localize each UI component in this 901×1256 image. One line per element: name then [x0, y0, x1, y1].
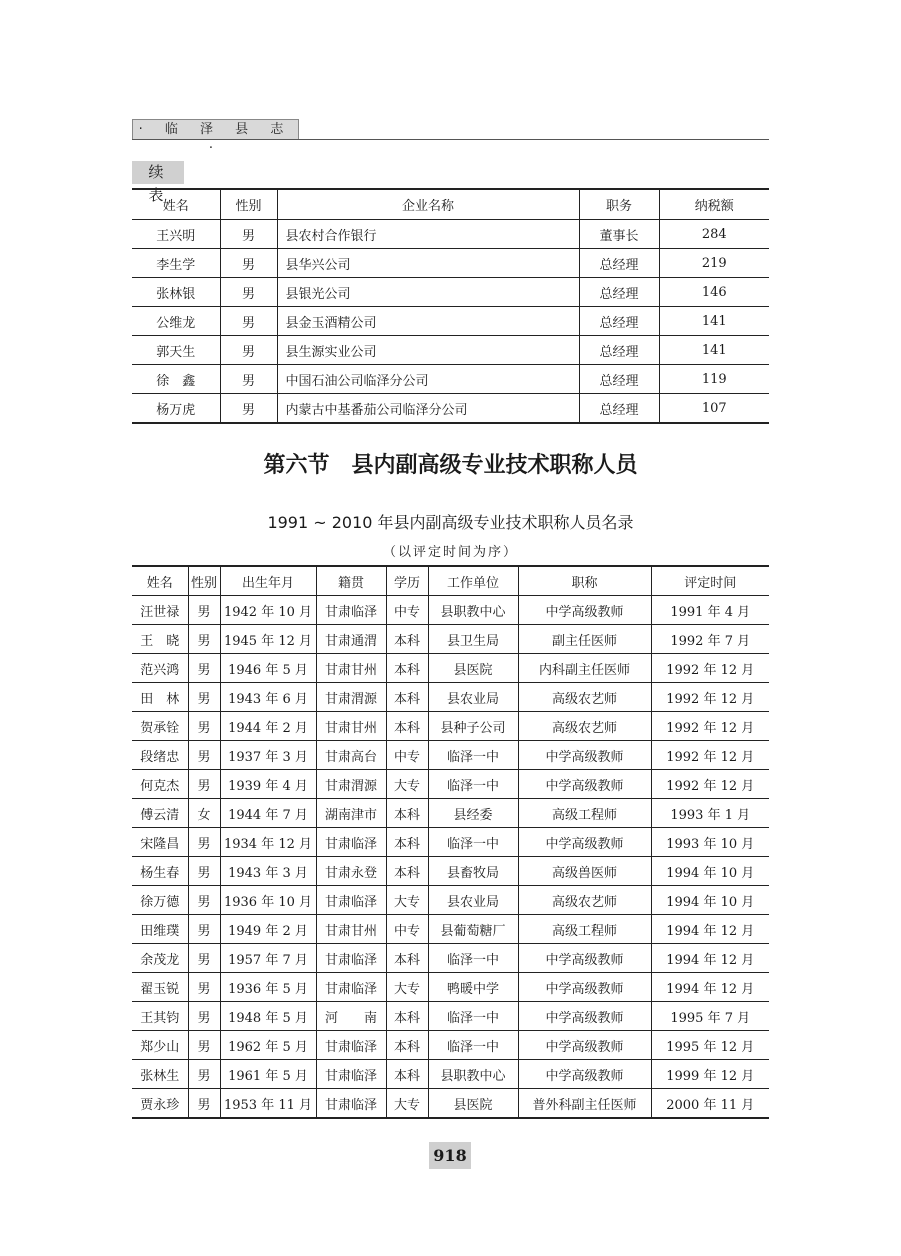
- page-number: 918: [429, 1142, 471, 1169]
- table-cell: 县医院: [428, 654, 518, 683]
- table-note: （以评定时间为序）: [382, 545, 518, 560]
- table-cell: 1999 年 12 月: [651, 1060, 769, 1089]
- table-cell: 1962 年 5 月: [220, 1031, 316, 1060]
- table-cell: 中专: [386, 741, 428, 770]
- table-cell: 本科: [386, 799, 428, 828]
- table-cell: 甘肃高台: [316, 741, 386, 770]
- table-row: [132, 973, 769, 1002]
- table-cell: 县农业局: [428, 886, 518, 915]
- table-cell: 1995 年 12 月: [651, 1031, 769, 1060]
- table-cell: 总经理: [579, 278, 659, 307]
- table-cell: 141: [659, 336, 769, 365]
- table-cell: 县金玉酒精公司: [277, 307, 579, 336]
- table-row: [132, 712, 769, 741]
- table-row: [132, 683, 769, 712]
- table-cell: 男: [188, 654, 220, 683]
- table-row: [132, 654, 769, 683]
- table-cell: 甘肃临泽: [316, 973, 386, 1002]
- table-cell: 1946 年 5 月: [220, 654, 316, 683]
- table-row: [132, 278, 769, 307]
- table-row: [132, 249, 769, 278]
- table-cell: 高级农艺师: [518, 683, 651, 712]
- table-cell: 男: [188, 1031, 220, 1060]
- table-row: [132, 1089, 769, 1119]
- table-cell: 中学高级教师: [518, 944, 651, 973]
- table-row: [132, 1002, 769, 1031]
- table-cell: 男: [188, 712, 220, 741]
- table-cell: 1961 年 5 月: [220, 1060, 316, 1089]
- table-cell: 傅云清: [132, 799, 188, 828]
- table-cell: 1992 年 12 月: [651, 712, 769, 741]
- table-cell: 内蒙古中基番茄公司临泽分公司: [277, 394, 579, 424]
- table-cell: 本科: [386, 1060, 428, 1089]
- table-cell: 男: [188, 973, 220, 1002]
- table-cell: 男: [188, 857, 220, 886]
- table-cell: 1995 年 7 月: [651, 1002, 769, 1031]
- table-cell: 何克杰: [132, 770, 188, 799]
- table-cell: 董事长: [579, 220, 659, 249]
- column-header: 姓名: [132, 566, 188, 596]
- table-cell: 1937 年 3 月: [220, 741, 316, 770]
- table-cell: 甘肃甘州: [316, 915, 386, 944]
- table-cell: 汪世禄: [132, 596, 188, 625]
- table-cell: 高级农艺师: [518, 886, 651, 915]
- column-header: 性别: [188, 566, 220, 596]
- table-cell: 本科: [386, 944, 428, 973]
- table-cell: 1991 年 4 月: [651, 596, 769, 625]
- column-header: 职称: [518, 566, 651, 596]
- table-cell: 总经理: [579, 365, 659, 394]
- table-row: [132, 886, 769, 915]
- table-cell: 1993 年 10 月: [651, 828, 769, 857]
- table-cell: 中专: [386, 596, 428, 625]
- table-row: [132, 336, 769, 365]
- table-cell: 1994 年 12 月: [651, 973, 769, 1002]
- table-cell: 男: [188, 886, 220, 915]
- table-cell: 河 南: [316, 1002, 386, 1031]
- table-cell: 1934 年 12 月: [220, 828, 316, 857]
- table-cell: 徐 鑫: [132, 365, 220, 394]
- table-cell: 1994 年 12 月: [651, 944, 769, 973]
- table-cell: 甘肃通渭: [316, 625, 386, 654]
- table-cell: 甘肃甘州: [316, 654, 386, 683]
- column-header: 性别: [220, 189, 277, 220]
- taxpayer-table: [132, 188, 769, 424]
- table-row: [132, 857, 769, 886]
- table-cell: 普外科副主任医师: [518, 1089, 651, 1119]
- table-cell: 县职教中心: [428, 596, 518, 625]
- table-cell: 甘肃临泽: [316, 944, 386, 973]
- table-cell: 甘肃临泽: [316, 1031, 386, 1060]
- table-cell: 男: [188, 683, 220, 712]
- table-cell: 1944 年 2 月: [220, 712, 316, 741]
- table-header-row: [132, 189, 769, 220]
- table-cell: 总经理: [579, 307, 659, 336]
- table-row: [132, 220, 769, 249]
- table-cell: 1944 年 7 月: [220, 799, 316, 828]
- column-header: 出生年月: [220, 566, 316, 596]
- table-cell: 临泽一中: [428, 944, 518, 973]
- table-cell: 1943 年 6 月: [220, 683, 316, 712]
- table-cell: 县卫生局: [428, 625, 518, 654]
- running-header: [132, 119, 769, 156]
- table-cell: 大专: [386, 886, 428, 915]
- table-cell: 总经理: [579, 249, 659, 278]
- table-cell: 临泽一中: [428, 1031, 518, 1060]
- table-cell: 郭天生: [132, 336, 220, 365]
- continued-table-label: 续 表: [132, 161, 184, 184]
- table-cell: 2000 年 11 月: [651, 1089, 769, 1119]
- table-cell: 1945 年 12 月: [220, 625, 316, 654]
- table-cell: 1957 年 7 月: [220, 944, 316, 973]
- table-row: [132, 915, 769, 944]
- table-cell: 1936 年 10 月: [220, 886, 316, 915]
- table-cell: 本科: [386, 1002, 428, 1031]
- table-cell: 146: [659, 278, 769, 307]
- table-cell: 中学高级教师: [518, 1002, 651, 1031]
- table-cell: 本科: [386, 654, 428, 683]
- table-cell: 张林生: [132, 1060, 188, 1089]
- table-cell: 郑少山: [132, 1031, 188, 1060]
- table-cell: 1949 年 2 月: [220, 915, 316, 944]
- column-header: 企业名称: [277, 189, 579, 220]
- table-cell: 1936 年 5 月: [220, 973, 316, 1002]
- table-cell: 张林银: [132, 278, 220, 307]
- table-cell: 临泽一中: [428, 770, 518, 799]
- table-cell: 高级兽医师: [518, 857, 651, 886]
- table-row: [132, 799, 769, 828]
- table-cell: 1953 年 11 月: [220, 1089, 316, 1119]
- table-row: [132, 625, 769, 654]
- table-cell: 田维璞: [132, 915, 188, 944]
- column-header: 学历: [386, 566, 428, 596]
- table-cell: 甘肃渭源: [316, 683, 386, 712]
- table-row: [132, 365, 769, 394]
- table-cell: 湖南津市: [316, 799, 386, 828]
- table-cell: 1948 年 5 月: [220, 1002, 316, 1031]
- table-cell: 县华兴公司: [277, 249, 579, 278]
- table-cell: 284: [659, 220, 769, 249]
- table-row: [132, 394, 769, 424]
- table-row: [132, 307, 769, 336]
- table-header-row: [132, 566, 769, 596]
- table-cell: 1992 年 12 月: [651, 741, 769, 770]
- table-cell: 翟玉锐: [132, 973, 188, 1002]
- table-row: [132, 828, 769, 857]
- table-cell: 107: [659, 394, 769, 424]
- table-cell: 男: [220, 307, 277, 336]
- table-cell: 县种子公司: [428, 712, 518, 741]
- table-cell: 中学高级教师: [518, 1031, 651, 1060]
- table-cell: 段绪忠: [132, 741, 188, 770]
- column-header: 姓名: [132, 189, 220, 220]
- table-cell: 1943 年 3 月: [220, 857, 316, 886]
- table-cell: 1993 年 1 月: [651, 799, 769, 828]
- table-cell: 临泽一中: [428, 741, 518, 770]
- table-title: 1991 ~ 2010 年县内副高级专业技术职称人员名录: [267, 513, 634, 532]
- column-header: 籍贯: [316, 566, 386, 596]
- table-cell: 副主任医师: [518, 625, 651, 654]
- table-cell: 县农业局: [428, 683, 518, 712]
- table-cell: 中学高级教师: [518, 596, 651, 625]
- table-cell: 男: [188, 596, 220, 625]
- table-cell: 1992 年 7 月: [651, 625, 769, 654]
- table-cell: 男: [188, 770, 220, 799]
- table-cell: 男: [188, 828, 220, 857]
- table-cell: 男: [188, 944, 220, 973]
- table-cell: 贾永珍: [140, 1097, 180, 1113]
- table-cell: 男: [188, 1060, 220, 1089]
- table-cell: 1942 年 10 月: [220, 596, 316, 625]
- table-cell: 男: [188, 915, 220, 944]
- table-cell: 甘肃临泽: [316, 828, 386, 857]
- table-cell: 本科: [386, 1031, 428, 1060]
- table-cell: 公维龙: [132, 307, 220, 336]
- table-cell: 李生学: [132, 249, 220, 278]
- table-cell: 中学高级教师: [518, 741, 651, 770]
- table-cell: 高级工程师: [518, 799, 651, 828]
- table-cell: 中学高级教师: [518, 828, 651, 857]
- table-cell: 大专: [386, 1089, 428, 1119]
- table-cell: 甘肃临泽: [316, 1089, 386, 1119]
- table-cell: 王兴明: [132, 220, 220, 249]
- table-cell: 本科: [386, 625, 428, 654]
- table-cell: 1994 年 10 月: [651, 857, 769, 886]
- table-cell: 甘肃临泽: [316, 596, 386, 625]
- table-cell: 鸭暖中学: [428, 973, 518, 1002]
- table-cell: 甘肃临泽: [316, 886, 386, 915]
- table-cell: 中专: [386, 915, 428, 944]
- table-cell: 男: [220, 365, 277, 394]
- table-cell: 临泽一中: [428, 1002, 518, 1031]
- table-cell: 中学高级教师: [518, 1060, 651, 1089]
- table-cell: 本科: [386, 712, 428, 741]
- table-cell: 徐万德: [132, 886, 188, 915]
- table-cell: 男: [220, 249, 277, 278]
- table-row: [132, 596, 769, 625]
- table-cell: 大专: [386, 770, 428, 799]
- table-cell: 男: [220, 394, 277, 424]
- table-cell: 杨生春: [132, 857, 188, 886]
- table-cell: 县经委: [428, 799, 518, 828]
- table-cell: 县畜牧局: [428, 857, 518, 886]
- table-cell: 男: [188, 625, 220, 654]
- table-cell: 1992 年 12 月: [651, 770, 769, 799]
- table-cell: 贺承铨: [132, 712, 188, 741]
- table-cell: 王其钧: [132, 1002, 188, 1031]
- table-cell: 男: [188, 1089, 220, 1119]
- table-cell: 甘肃甘州: [316, 712, 386, 741]
- table-row: [132, 1060, 769, 1089]
- column-header: 评定时间: [651, 566, 769, 596]
- table-cell: 高级工程师: [518, 915, 651, 944]
- table-cell: 中学高级教师: [518, 973, 651, 1002]
- table-cell: 甘肃临泽: [316, 1060, 386, 1089]
- table-cell: 女: [188, 799, 220, 828]
- table-row: [132, 1031, 769, 1060]
- senior-staff-table: [132, 565, 769, 1119]
- table-cell: 1992 年 12 月: [651, 683, 769, 712]
- table-row: [132, 944, 769, 973]
- table-cell: 男: [188, 741, 220, 770]
- table-cell: 119: [659, 365, 769, 394]
- table-cell: 本科: [386, 683, 428, 712]
- table-cell: 男: [220, 336, 277, 365]
- table-cell: 王 晓: [132, 625, 188, 654]
- table-cell: 男: [220, 220, 277, 249]
- table-cell: 总经理: [579, 394, 659, 424]
- table-row: [132, 770, 769, 799]
- section-title: 第六节 县内副高级专业技术职称人员: [263, 453, 638, 478]
- table-cell: 杨万虎: [156, 402, 196, 418]
- table-cell: 临泽一中: [428, 828, 518, 857]
- table-cell: 甘肃永登: [316, 857, 386, 886]
- table-cell: 县农村合作银行: [277, 220, 579, 249]
- table-cell: 本科: [386, 857, 428, 886]
- table-cell: 中国石油公司临泽分公司: [277, 365, 579, 394]
- table-cell: 中学高级教师: [518, 770, 651, 799]
- table-cell: 1992 年 12 月: [651, 654, 769, 683]
- table-cell: 141: [659, 307, 769, 336]
- table-cell: 县葡萄糖厂: [428, 915, 518, 944]
- table-cell: 1994 年 10 月: [651, 886, 769, 915]
- table-cell: 男: [188, 1002, 220, 1031]
- table-cell: 余茂龙: [132, 944, 188, 973]
- table-cell: 大专: [386, 973, 428, 1002]
- table-cell: 县银光公司: [277, 278, 579, 307]
- table-cell: 1939 年 4 月: [220, 770, 316, 799]
- table-cell: 男: [220, 278, 277, 307]
- table-cell: 县职教中心: [428, 1060, 518, 1089]
- table-cell: 高级农艺师: [518, 712, 651, 741]
- table-cell: 内科副主任医师: [518, 654, 651, 683]
- table-cell: 县医院: [428, 1089, 518, 1119]
- table-cell: 甘肃渭源: [316, 770, 386, 799]
- table-cell: 1994 年 12 月: [651, 915, 769, 944]
- table-cell: 宋隆昌: [132, 828, 188, 857]
- table-cell: 219: [659, 249, 769, 278]
- table-cell: 本科: [386, 828, 428, 857]
- table-cell: 总经理: [579, 336, 659, 365]
- running-header-title: · 临 泽 县 志 ·: [132, 119, 299, 139]
- table-cell: 田 林: [132, 683, 188, 712]
- column-header: 工作单位: [428, 566, 518, 596]
- table-cell: 范兴鸿: [132, 654, 188, 683]
- column-header: 纳税额: [659, 189, 769, 220]
- table-cell: 县生源实业公司: [277, 336, 579, 365]
- column-header: 职务: [579, 189, 659, 220]
- table-row: [132, 741, 769, 770]
